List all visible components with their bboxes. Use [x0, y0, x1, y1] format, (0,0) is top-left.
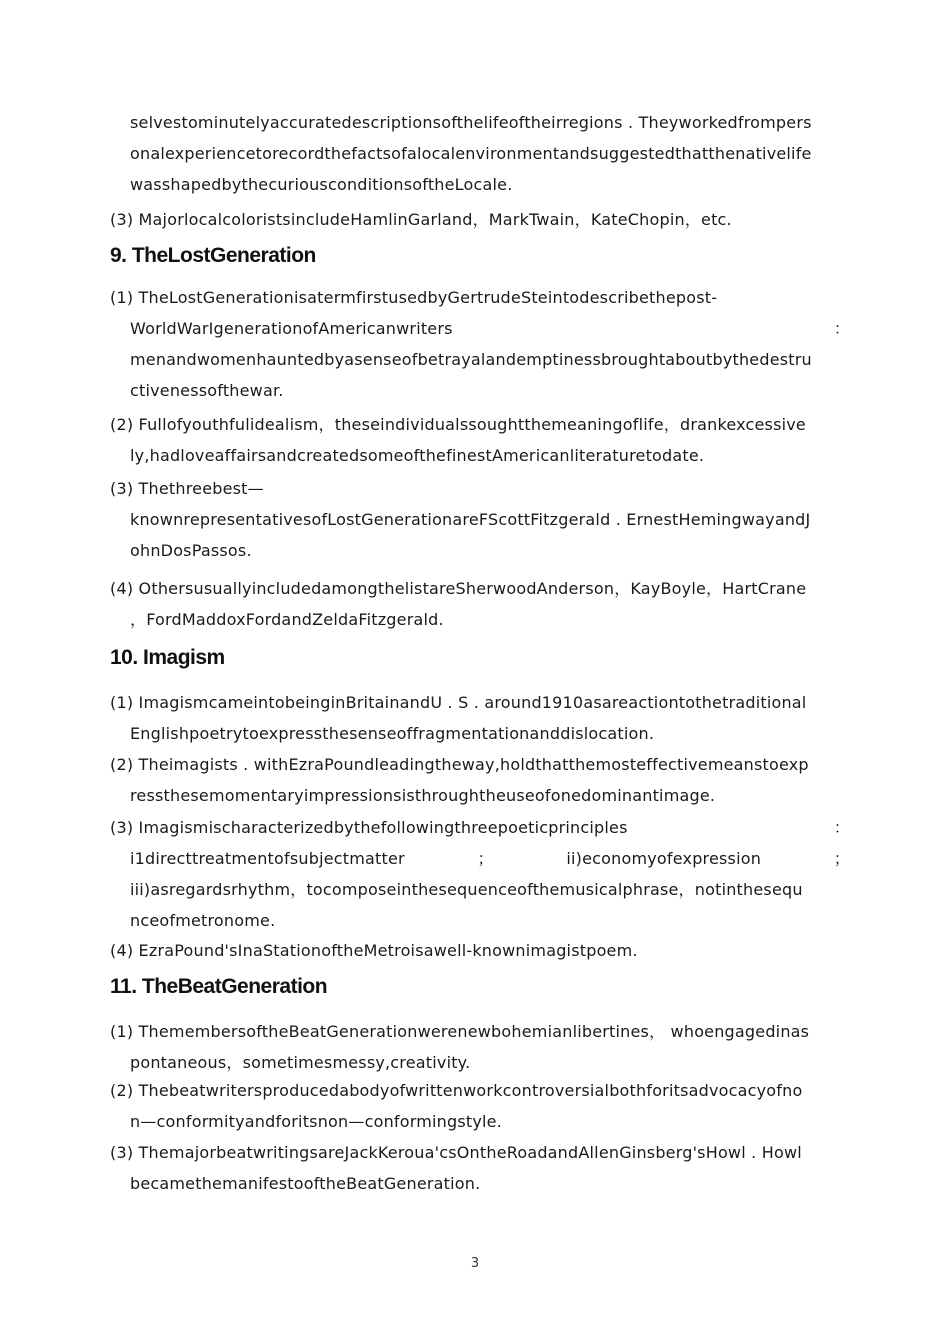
lost-generation-item-2 [110, 409, 850, 471]
section-heading-imagism: 10. Imagism [110, 646, 225, 669]
text-line: nceofmetronome. [130, 911, 276, 930]
section-heading-lost-generation: 9. TheLostGeneration [110, 244, 316, 267]
text-segment: ； [477, 849, 494, 868]
text-line: (1) ThemembersoftheBeatGenerationwerenewbohemianlibertines， whoengagedinas [110, 1022, 810, 1041]
page-number: 3 [470, 1256, 480, 1271]
intro-paragraph [130, 107, 850, 200]
text-segment: WorldWarIgenerationofAmericanwriters [130, 319, 453, 338]
text-line: menandwomenhauntedbyasenseofbetrayalandemptinessbroughtaboutbythedestru [130, 350, 812, 369]
text-line: (2) Thebeatwritersproducedabodyofwrittenworkcontroversialbothforitsadvocacyofno [110, 1081, 803, 1100]
text-line: iii)asregardsrhythm，tocomposeinthesequenceofthemusicalphrase，notinthesequ [130, 880, 803, 899]
imagism-item-1 [110, 687, 850, 749]
lost-generation-item-1 [110, 282, 850, 406]
text-segment: ； [833, 849, 850, 868]
text-line: onalexperiencetorecordthefactsofalocalenvironmentandsuggestedthatthenativelife [130, 144, 812, 163]
imagism-item-2 [110, 749, 850, 811]
text-line: (3) MajorlocalcoloristsincludeHamlinGarland，MarkTwain，KateChopin，etc. [110, 210, 732, 229]
text-line: ohnDosPassos. [130, 541, 252, 560]
text-line: becamethemanifestooftheBeatGeneration. [130, 1174, 481, 1193]
text-line: (2) Fullofyouthfulidealism，theseindividualssoughtthemeaningoflife，drankexcessive [110, 415, 806, 434]
text-line: (3) Thethreebest— [110, 479, 264, 498]
text-segment: ii)economyofexpression [566, 849, 762, 868]
text-line: ressthesemomentaryimpressionsisthroughtheuseofonedominantimage. [130, 786, 716, 805]
text-line: (1) ImagismcameintobeinginBritainandU . S . around1910asareactiontothetraditional [110, 693, 807, 712]
text-line: ，FordMaddoxFordandZeldaFitzgerald. [130, 610, 444, 629]
text-line: ctivenessofthewar. [130, 381, 284, 400]
text-line: knownrepresentativesofLostGenerationareFScottFitzgerald . ErnestHemingwayandJ [130, 510, 811, 529]
lost-generation-item-3 [110, 473, 850, 566]
section-heading-beat-generation: 11. TheBeatGeneration [110, 975, 328, 998]
text-line [110, 843, 850, 874]
text-line: pontaneous，sometimesmessy,creativity. [130, 1053, 471, 1072]
text-line: (1) TheLostGenerationisatermfirstusedbyGertrudeSteintodescribethepost- [110, 288, 718, 307]
text-line: selvestominutelyaccuratedescriptionsofthelifeoftheirregions . Theyworkedfrompers [130, 113, 812, 132]
text-line: Englishpoetrytoexpressthesenseoffragmentationanddislocation. [130, 724, 655, 743]
text-line: n—conformityandforitsnon—conformingstyle. [130, 1112, 503, 1131]
imagism-item-3 [110, 812, 850, 936]
text-segment: ： [833, 818, 850, 837]
beat-generation-item-1 [110, 1016, 850, 1078]
text-line: wasshapedbythecuriousconditionsoftheLocale. [130, 175, 513, 194]
text-line [110, 313, 850, 344]
text-line: (3) ThemajorbeatwritingsareJackKeroua'csOntheRoadandAllenGinsberg'sHowl . Howl [110, 1143, 802, 1162]
text-segment: i1directtreatmentofsubjectmatter [130, 849, 405, 868]
local-colorists-item [110, 204, 850, 235]
text-segment: ： [833, 319, 850, 338]
text-line: (2) Theimagists . withEzraPoundleadingtheway,holdthatthemosteffectivemeanstoexp [110, 755, 809, 774]
text-segment: (3) Imagismischaracterizedbythefollowingthreepoeticprinciples [110, 818, 628, 837]
text-line: ly,hadloveaffairsandcreatedsomeofthefinestAmericanliteraturetodate. [130, 446, 705, 465]
imagism-item-4 [110, 935, 850, 966]
lost-generation-item-4 [110, 573, 850, 635]
text-line: (4) EzraPound'sInaStationoftheMetroisawell-knownimagistpoem. [110, 941, 638, 960]
beat-generation-item-3 [110, 1137, 850, 1199]
beat-generation-item-2 [110, 1075, 850, 1137]
text-line: (4) OthersusuallyincludedamongthelistareSherwoodAnderson，KayBoyle，HartCrane [110, 579, 807, 598]
text-line [110, 812, 850, 843]
